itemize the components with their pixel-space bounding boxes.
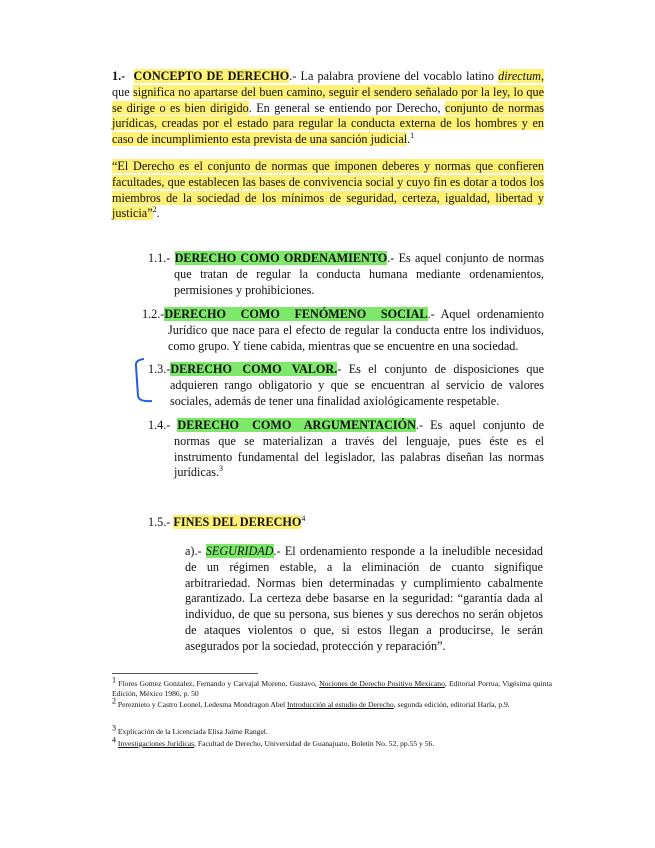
footnote-ref: 1 xyxy=(410,131,415,141)
section-1-4 xyxy=(148,418,544,481)
highlighted-text: significa no apartarse del buen camino, seguir el sendero señalado por la ley, lo que se dirige o es bien dirigido xyxy=(112,84,544,115)
quote-text: “El Derecho es el conjunto de normas que imponen deberes y normas que confieren facultades, que establecen las bases de convivencia social y cuyo fin es dotar a todos los miembros de la sociedad de los mínimos de seguridad, certeza, igualdad, libertad y justicia” xyxy=(112,159,544,221)
section-1-2 xyxy=(142,307,544,354)
book-title: Nociones de Derecho Positivo Mexicano xyxy=(319,679,445,688)
section-1-5 xyxy=(148,515,544,531)
footnote-number: 4 xyxy=(112,735,116,745)
section-number: 1.- xyxy=(112,69,126,83)
text: Pereznieto y Castro Leonel, Ledesma Mondragon Abel xyxy=(117,700,288,709)
section-title: DERECHO COMO VALOR. xyxy=(170,362,338,376)
section-text: .- Aquel ordenamiento Jurídico que nace para el efecto de regular la conducta entre los individuos, como grupo. Y tiene cabida, mientras que se encuentre en una sociedad. xyxy=(168,307,544,353)
section-number: 1.4.- xyxy=(148,418,178,432)
quote-paragraph xyxy=(112,159,544,222)
footnote-ref: 4 xyxy=(301,513,306,523)
text: , Facultad de Derecho, Universidad de Guanajuato, Boletín No. 52, pp.55 y 56. xyxy=(194,739,435,748)
text: que xyxy=(112,84,133,99)
section-title: FINES DEL DERECHO xyxy=(173,515,302,529)
footnote-number: 1 xyxy=(112,675,116,685)
intro-paragraph xyxy=(112,69,544,148)
footnote-ref: 3 xyxy=(219,464,224,474)
pen-bracket-annotation xyxy=(130,356,160,406)
section-text: .- Es aquel conjunto de normas que se materializan a través del lenguaje, pues éste es el instrumento fundamental del legislador, las palabras diseñan las normas jurídicas. xyxy=(174,418,545,480)
book-title: Investigaciones Jurídicas xyxy=(117,739,195,748)
text: .- La palabra proviene del vocablo latino xyxy=(289,69,499,83)
footnote-ref: 2 xyxy=(152,205,157,215)
section-title: DERECHO COMO FENÓMENO SOCIAL xyxy=(164,307,428,321)
text: , segunda edición, editorial Harla, p.9. xyxy=(393,700,510,709)
highlighted-text: conjunto de normas jurídicas, creadas por el estado para regular la conducta externa de los hombres y en caso de incumplimiento esta prevista de una sanción judicial xyxy=(112,100,544,147)
section-number: 1.5.- xyxy=(148,515,174,529)
section-title: DERECHO COMO ORDENAMIENTO xyxy=(174,251,388,265)
section-text: - Es el conjunto de disposiciones que adquieren rango obligatorio y que se encuentran al servicio de valores sociales, además de tener una finalidad axiológicamente respetable. xyxy=(170,362,545,408)
footnote-separator xyxy=(112,673,258,674)
section-title: DERECHO COMO ARGUMENTACIÓN xyxy=(177,418,416,432)
footnote-3 xyxy=(112,723,552,737)
text: Explicación de la Licenciada Elisa Jaime Rangel. xyxy=(117,727,268,736)
section-title: CONCEPTO DE DERECHO xyxy=(133,69,290,83)
item-title: SEGURIDAD xyxy=(205,544,274,558)
section-number: 1.2.- xyxy=(142,307,165,321)
seguridad-paragraph xyxy=(185,544,543,655)
footnote-1 xyxy=(112,675,552,699)
section-text: .- Es aquel conjunto de normas que tratan de regular la conducta humana mediante ordenamientos, permisiones y prohibiciones. xyxy=(174,251,545,297)
latin-term: directum, xyxy=(498,69,545,83)
section-number: 1.3.- xyxy=(148,362,171,376)
text: , Editorial Porrua, Vigésima quinta Edición, México 1986, p. 50 xyxy=(112,679,552,698)
footnote-4 xyxy=(112,735,552,749)
text: . xyxy=(156,206,160,221)
section-1-1 xyxy=(148,251,544,298)
item-label: a).- xyxy=(185,544,206,558)
text: . En general se entiendo por Derecho, xyxy=(248,100,446,115)
text: . xyxy=(407,132,411,147)
item-text: .- El ordenamiento responde a la ineludible necesidad de un régimen estable, a la eliminación de cuanto signifique arbitrariedad. Normas bien determinadas y cumplimiento cabalmente garantizado. La certeza debe basarse en la seguridad: “garantía dada al individuo, de que su persona, sus bienes y sus derechos no serán objetos de ataques violentos o que, si estos llegan a producirse, le serán asegurados por la sociedad, protección y reparación”. xyxy=(185,544,543,653)
section-1-3 xyxy=(148,362,544,409)
footnote-2 xyxy=(112,696,552,710)
footnote-number: 2 xyxy=(112,696,116,706)
footnote-number: 3 xyxy=(112,723,116,733)
book-title: Introducción al estudio de Derecho xyxy=(287,700,394,709)
text: Flores Gomez Gonzalez, Fernando y Carvajal Moreno, Gustavo, xyxy=(118,679,320,688)
section-number: 1.1.- xyxy=(148,251,175,265)
